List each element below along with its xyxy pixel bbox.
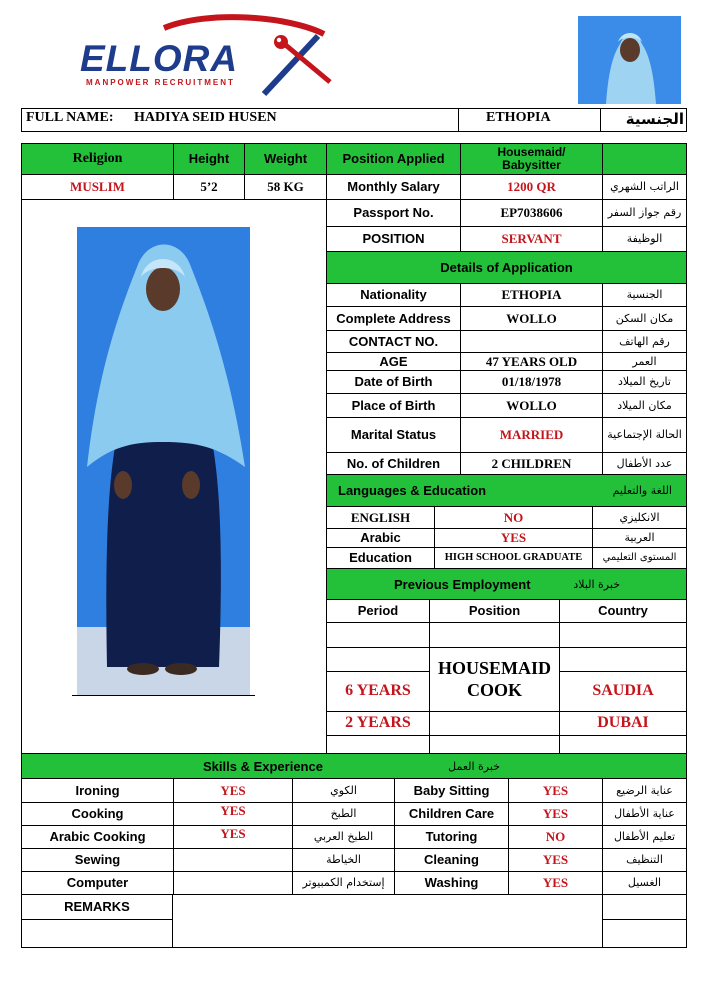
skill-value-right: YES bbox=[508, 778, 603, 803]
skill-ar-right: الغسيل bbox=[602, 871, 687, 895]
skill-label-left: Sewing bbox=[21, 848, 174, 872]
skills-section-title-ar: خبرة العمل bbox=[448, 760, 500, 773]
english-ar: الانكليزي bbox=[592, 506, 687, 529]
education-label: Education bbox=[326, 547, 435, 569]
english-value: NO bbox=[434, 506, 593, 529]
height-header: Height bbox=[173, 143, 245, 175]
dob-value: 01/18/1978 bbox=[460, 370, 603, 394]
passport-value: EP7038606 bbox=[460, 199, 603, 227]
monthly-salary-label: Monthly Salary bbox=[326, 174, 461, 200]
skill-label-right: Children Care bbox=[394, 802, 509, 826]
company-logo bbox=[78, 12, 338, 102]
remarks-field bbox=[172, 894, 603, 948]
height-value: 5’2 bbox=[173, 174, 245, 200]
skill-ar-right: التنظيف bbox=[602, 848, 687, 872]
passport-label: Passport No. bbox=[326, 199, 461, 227]
marital-label: Marital Status bbox=[326, 417, 461, 453]
position-value: SERVANT bbox=[460, 226, 603, 252]
pob-label: Place of Birth bbox=[326, 393, 461, 418]
position-applied-header: Position Applied bbox=[326, 143, 461, 175]
employment-position: HOUSEMAID COOK bbox=[429, 647, 560, 712]
pob-ar: مكان الميلاد bbox=[602, 393, 687, 418]
education-ar: المستوى التعليمي bbox=[592, 547, 687, 569]
skill-value-left bbox=[173, 848, 293, 872]
employment-section-title-ar: خبرة البلاد bbox=[573, 578, 620, 591]
details-section-title: Details of Application bbox=[326, 251, 687, 284]
employment-period-2: 2 YEARS bbox=[326, 711, 430, 736]
skill-label-right: Tutoring bbox=[394, 825, 509, 849]
skill-ar-right: تعليم الأطفال bbox=[602, 825, 687, 849]
period-header: Period bbox=[326, 599, 430, 623]
skill-label-left: Ironing bbox=[21, 778, 174, 803]
arabic-value: YES bbox=[434, 528, 593, 548]
employment-period-1: 6 YEARS bbox=[326, 671, 430, 712]
contact-value bbox=[460, 330, 603, 353]
employment-section-title: Previous Employment bbox=[394, 577, 531, 592]
skill-value-right: YES bbox=[508, 871, 603, 895]
marital-value: MARRIED bbox=[460, 417, 603, 453]
employment-country-1: SAUDIA bbox=[559, 671, 687, 712]
skill-ar-left: الخياطة bbox=[292, 848, 395, 872]
contact-ar: رقم الهاتف bbox=[602, 330, 687, 353]
remarks-label: REMARKS bbox=[21, 894, 173, 920]
arabic-ar: العربية bbox=[592, 528, 687, 548]
skill-value-left: YES bbox=[173, 825, 293, 849]
skill-value-right: YES bbox=[508, 802, 603, 826]
passport-ar: رقم جواز السفر bbox=[602, 199, 687, 227]
skill-ar-left: الكوي bbox=[292, 778, 395, 803]
nationality-value: ETHOPIA bbox=[460, 283, 603, 307]
logo-wordmark: ELLORA bbox=[80, 38, 239, 79]
skill-value-right: NO bbox=[508, 825, 603, 849]
skill-ar-right: عناية الأطفال bbox=[602, 802, 687, 826]
nationality-ar: الجنسية bbox=[602, 283, 687, 307]
position-ar: الوظيفة bbox=[602, 226, 687, 252]
dob-ar: تاريخ الميلاد bbox=[602, 370, 687, 394]
address-ar: مكان السكن bbox=[602, 306, 687, 331]
employment-country-2: DUBAI bbox=[559, 711, 687, 736]
religion-header: Religion bbox=[21, 143, 174, 175]
age-ar: العمر bbox=[602, 352, 687, 371]
weight-value: 58 KG bbox=[244, 174, 327, 200]
logo-tagline: MANPOWER RECRUITMENT bbox=[86, 78, 235, 87]
languages-section-title: Languages & Education bbox=[338, 483, 487, 498]
children-value: 2 CHILDREN bbox=[460, 452, 603, 475]
skill-ar-right: عناية الرضيع bbox=[602, 778, 687, 803]
full-name-label: FULL NAME: bbox=[26, 110, 114, 125]
country-header: Country bbox=[559, 599, 687, 623]
skill-value-left: YES bbox=[173, 802, 293, 826]
position-header: Position bbox=[429, 599, 560, 623]
contact-label: CONTACT NO. bbox=[326, 330, 461, 353]
skill-ar-left: إستخدام الكمبيوتر bbox=[292, 871, 395, 895]
skill-label-right: Washing bbox=[394, 871, 509, 895]
skills-section-title: Skills & Experience bbox=[203, 759, 323, 774]
skill-label-right: Cleaning bbox=[394, 848, 509, 872]
marital-ar: الحالة الإجتماعية bbox=[602, 417, 687, 453]
weight-header: Weight bbox=[244, 143, 327, 175]
children-label: No. of Children bbox=[326, 452, 461, 475]
nationality-label: Nationality bbox=[326, 283, 461, 307]
languages-section-title-ar: اللغة والتعليم bbox=[612, 484, 672, 497]
skill-label-right: Baby Sitting bbox=[394, 778, 509, 803]
position-applied-value: Housemaid/ Babysitter bbox=[460, 143, 603, 175]
skill-ar-left: الطبخ bbox=[292, 802, 395, 826]
children-ar: عدد الأطفال bbox=[602, 452, 687, 475]
monthly-salary-ar: الراتب الشهري bbox=[602, 174, 687, 200]
position-label: POSITION bbox=[326, 226, 461, 252]
skill-label-left: Arabic Cooking bbox=[21, 825, 174, 849]
skill-value-right: YES bbox=[508, 848, 603, 872]
english-label: ENGLISH bbox=[326, 506, 435, 529]
dob-label: Date of Birth bbox=[326, 370, 461, 394]
age-label: AGE bbox=[326, 352, 461, 371]
education-value: HIGH SCHOOL GRADUATE bbox=[434, 547, 593, 569]
header-country-ar: الجنسية bbox=[625, 110, 684, 128]
arabic-label: Arabic bbox=[326, 528, 435, 548]
full-name-value: HADIYA SEID HUSEN bbox=[134, 110, 277, 125]
skill-value-left bbox=[173, 871, 293, 895]
skill-ar-left: الطبخ العربي bbox=[292, 825, 395, 849]
religion-value: MUSLIM bbox=[21, 174, 174, 200]
age-value: 47 YEARS OLD bbox=[460, 352, 603, 371]
header-country: ETHOPIA bbox=[486, 110, 551, 125]
address-value: WOLLO bbox=[460, 306, 603, 331]
address-label: Complete Address bbox=[326, 306, 461, 331]
profile-photo-small bbox=[578, 16, 681, 104]
profile-photo-large bbox=[77, 227, 250, 696]
monthly-salary-value: 1200 QR bbox=[460, 174, 603, 200]
pob-value: WOLLO bbox=[460, 393, 603, 418]
skill-value-left: YES bbox=[173, 778, 293, 803]
skill-label-left: Cooking bbox=[21, 802, 174, 826]
skill-label-left: Computer bbox=[21, 871, 174, 895]
